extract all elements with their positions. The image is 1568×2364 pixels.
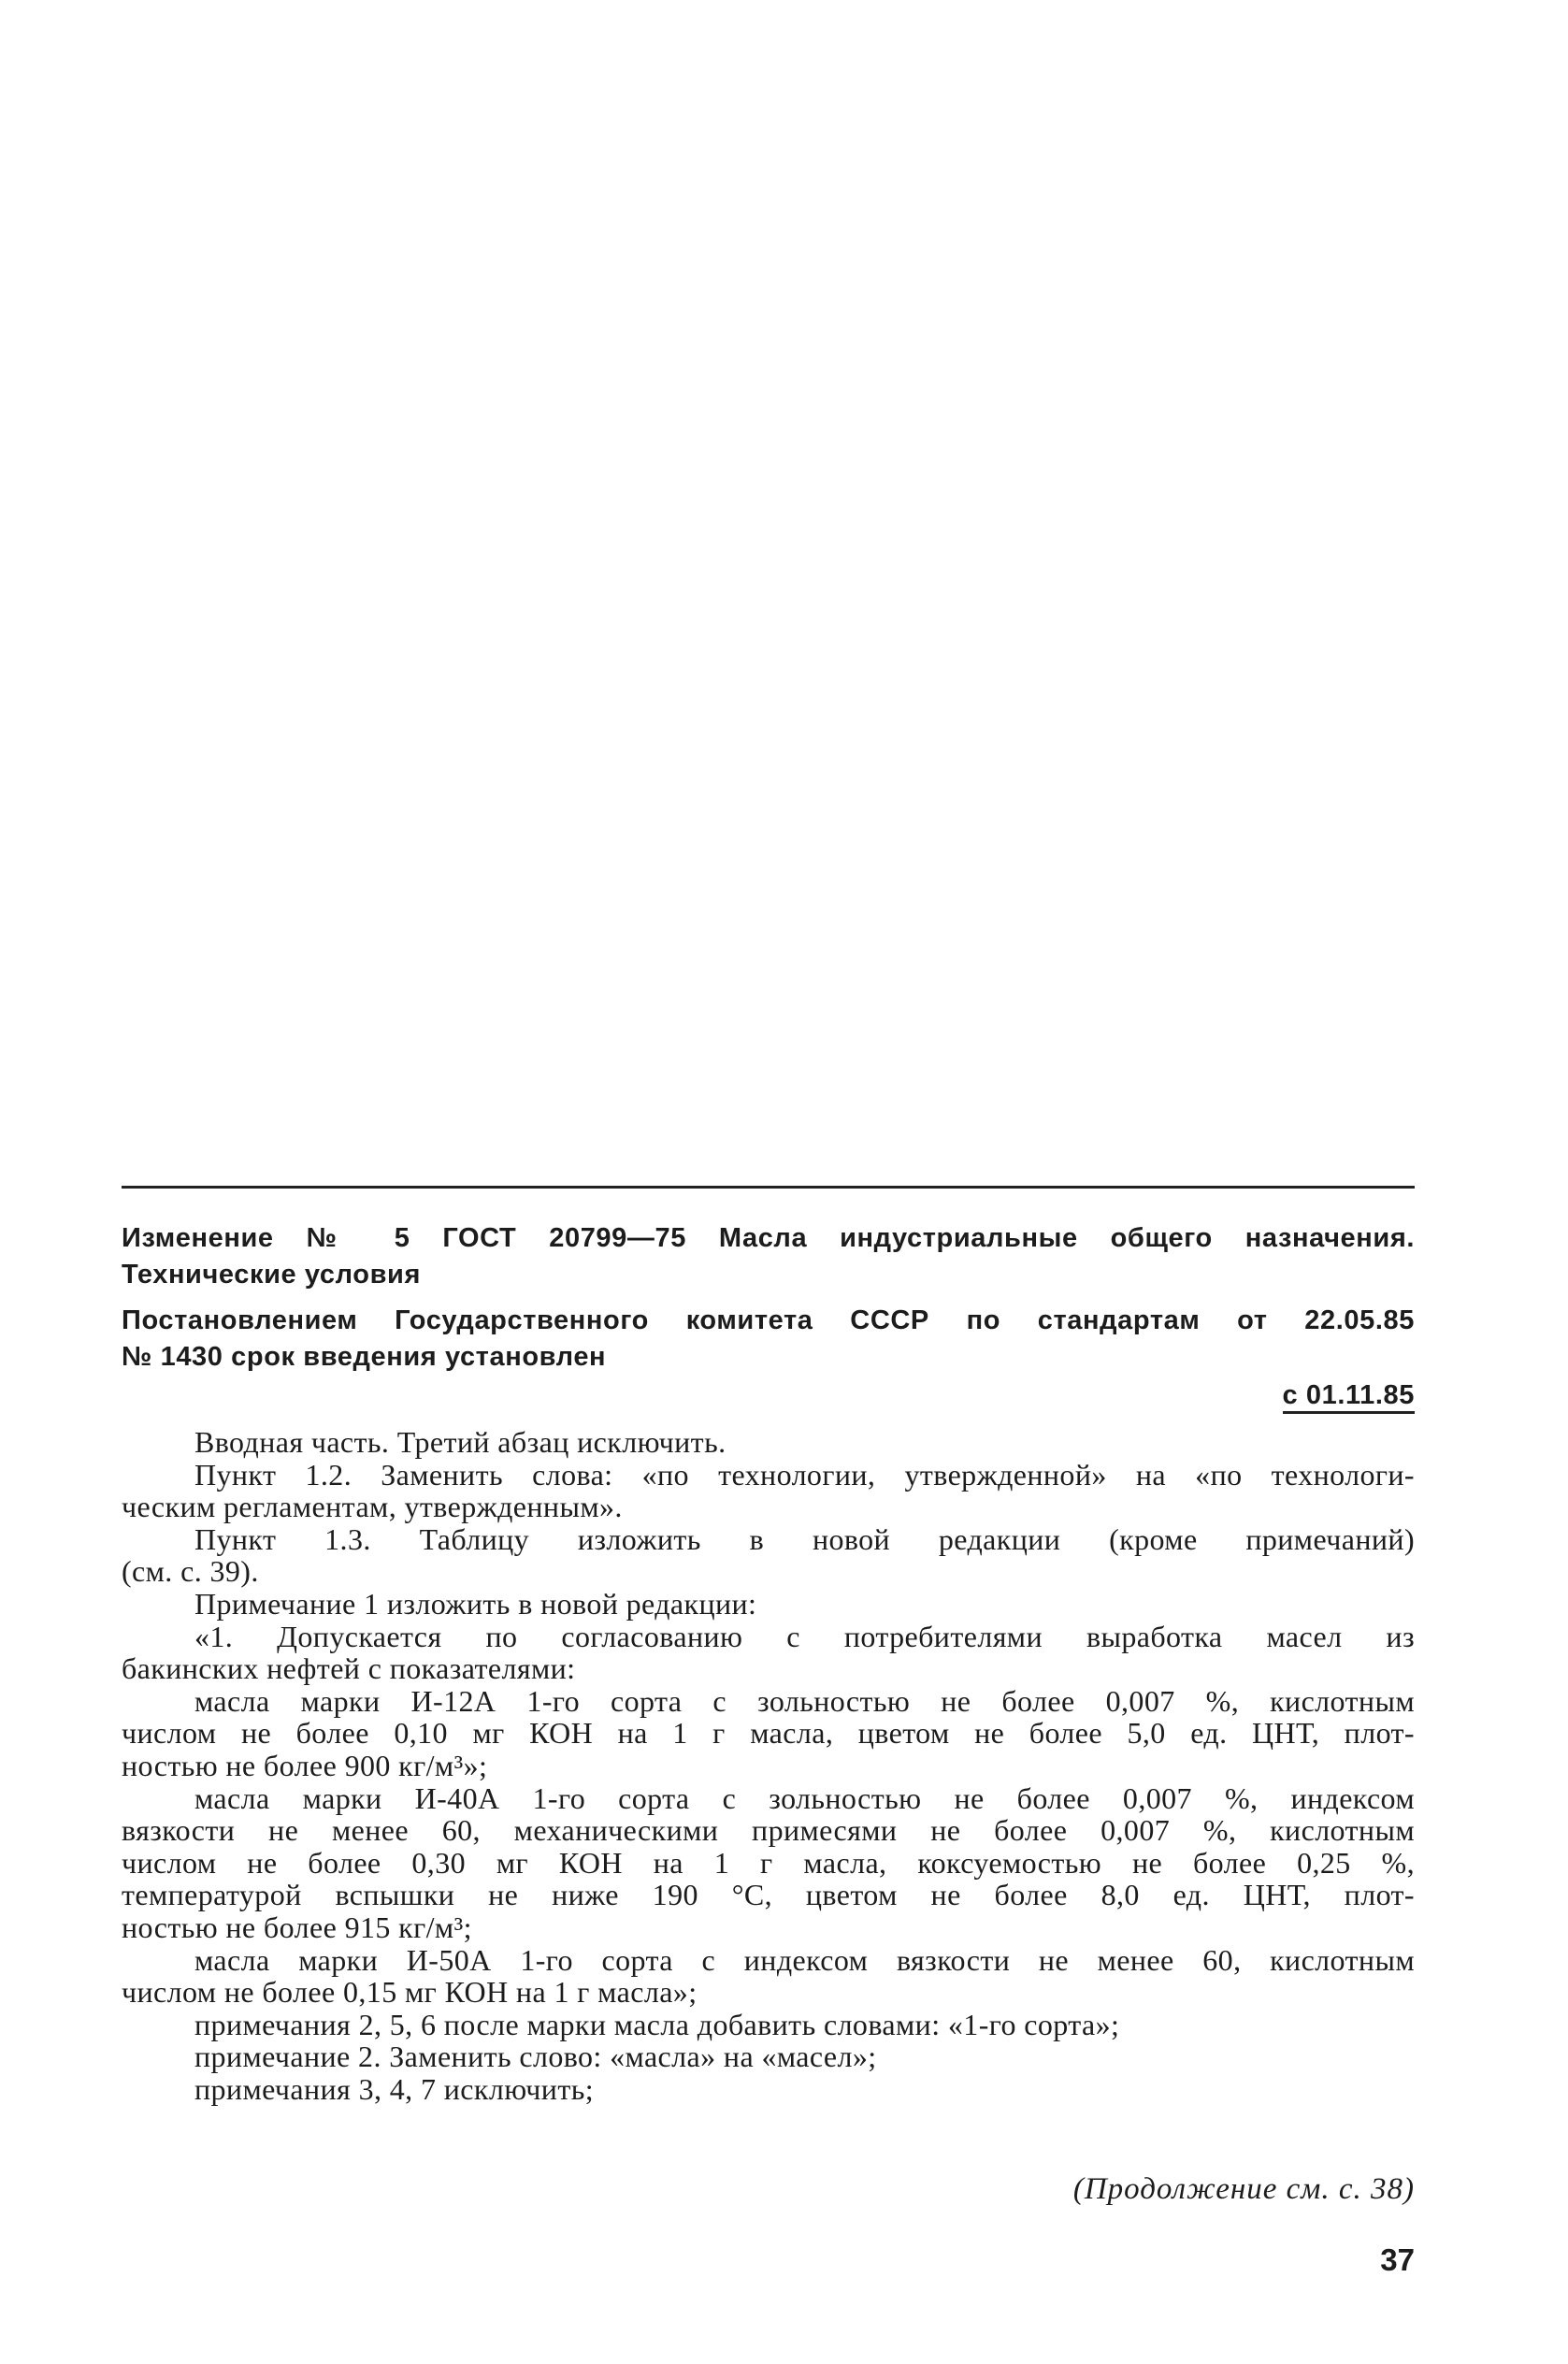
text-line: Вводная часть. Третий абзац исключить. bbox=[194, 1425, 726, 1459]
decree-line: Постановлением Государственного комитета СССР по стандартам от 22.05.85 bbox=[122, 1305, 1415, 1335]
page-number: 37 bbox=[1380, 2242, 1415, 2277]
text-line: ностью не более 915 кг/м³; bbox=[122, 1910, 472, 1944]
text-line: Пункт 1.2. Заменить слова: «по технологии, утвержденной» на «по технологи- bbox=[194, 1457, 1415, 1492]
text-line: Примечание 1 изложить в новой редакции: bbox=[194, 1586, 757, 1621]
effective-date-text: с 01.11.85 bbox=[1283, 1380, 1415, 1414]
decree-number-line: № 1430 срок введения установлен bbox=[122, 1342, 607, 1372]
text-line: примечания 2, 5, 6 после марки масла добавить словами: «1-го сорта»; bbox=[194, 2007, 1120, 2041]
effective-date bbox=[122, 1377, 1415, 1414]
text-line: примечания 3, 4, 7 исключить; bbox=[194, 2071, 594, 2106]
text-line: «1. Допускается по согласованию с потребителями выработка масел из bbox=[194, 1619, 1415, 1653]
text-line: Пункт 1.3. Таблицу изложить в новой редакции (кроме примечаний) bbox=[194, 1521, 1415, 1556]
text-line: числом не более 0,30 мг КОН на 1 г масла, коксуемостью не более 0,25 %, bbox=[122, 1845, 1415, 1880]
text-line: температурой вспышки не ниже 190 °С, цветом не более 8,0 ед. ЦНТ, плот- bbox=[122, 1878, 1415, 1912]
document-header bbox=[122, 1220, 1415, 1414]
continuation-note: (Продолжение см. с. 38) bbox=[1072, 2172, 1415, 2206]
text-line: числом не более 0,15 мг КОН на 1 г масла»; bbox=[122, 1975, 698, 2010]
amendment-body bbox=[122, 1426, 1415, 2105]
text-line: ностью не более 900 кг/м³»; bbox=[122, 1748, 488, 1782]
text-line: примечание 2. Заменить слово: «масла» на «масел»; bbox=[194, 2040, 877, 2074]
text-line: вязкости не менее 60, механическими примесями не более 0,007 %, кислотным bbox=[122, 1813, 1415, 1848]
top-rule bbox=[122, 1186, 1415, 1189]
amendment-subtitle: Технические условия bbox=[122, 1260, 421, 1290]
text-line: (см. с. 39). bbox=[122, 1554, 259, 1589]
text-line: ческим регламентам, утвержденным». bbox=[122, 1490, 623, 1524]
amendment-title: Изменение № 5 ГОСТ 20799—75 Масла индустриальные общего назначения. bbox=[122, 1223, 1415, 1253]
text-line: масла марки И-40А 1-го сорта с зольностью не более 0,007 %, индексом bbox=[194, 1780, 1415, 1815]
text-line: бакинских нефтей с показателями: bbox=[122, 1651, 576, 1686]
text-line: масла марки И-12А 1-го сорта с зольностью не более 0,007 %, кислотным bbox=[194, 1683, 1415, 1718]
text-line: масла марки И-50А 1-го сорта с индексом вязкости не менее 60, кислотным bbox=[194, 1942, 1415, 1977]
text-line: числом не более 0,10 мг КОН на 1 г масла, цветом не более 5,0 ед. ЦНТ, плот- bbox=[122, 1716, 1415, 1751]
